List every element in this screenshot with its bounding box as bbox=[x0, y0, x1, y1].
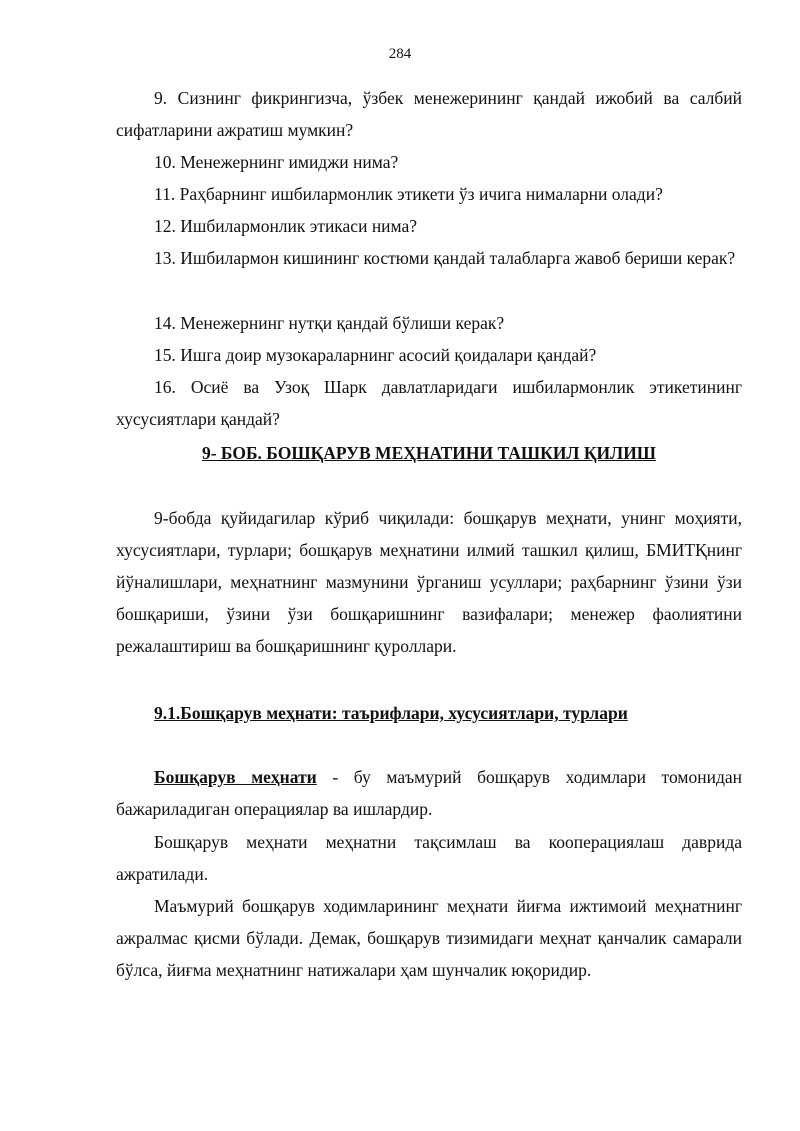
definition-term: Бошқарув меҳнати bbox=[154, 767, 317, 787]
question-12: 12. Ишбилармонлик этикаси нима? bbox=[154, 216, 418, 236]
question-14: 14. Менежернинг нутқи қандай бўлиши керак? bbox=[154, 313, 505, 333]
question-16: 16. Осиё ва Узоқ Шарк давлатларидаги ишбилармонлик этикетининг хусусиятлари қандай? bbox=[116, 377, 742, 429]
definition-text: - бу маъмурий бошқарув ходимлари томонидан бажариладиган операциялар ва ишлардир. bbox=[116, 767, 742, 819]
section-title: 9.1.Бошқарув меҳнати: таърифлари, хусусиятлари, турлари bbox=[154, 703, 628, 723]
question-10: 10. Менежернинг имиджи нима? bbox=[154, 152, 399, 172]
question-9: 9. Сизнинг фикрингизча, ўзбек менежерининг қандай ижобий ва салбий сифатларини ажратиш мумкин? bbox=[116, 88, 742, 140]
chapter-title: 9- БОБ. БОШҚАРУВ МЕҲНАТИНИ ТАШКИЛ ҚИЛИШ bbox=[201, 443, 657, 463]
question-13: 13. Ишбилармон кишининг костюми қандай талабларга жавоб бериши керак? bbox=[154, 248, 736, 268]
paragraph-3: Маъмурий бошқарув ходимларининг меҳнати йиғма ижтимоий меҳнатнинг ажралмас қисми бўлади. Демак, бошқарув тизимидаги меҳнат қанчалик самарали бўлса, йиғма меҳнатнинг натижалари ҳам шунчалик юқоридир. bbox=[116, 896, 742, 980]
chapter-intro: 9-бобда қуйидагилар кўриб чиқилади: бошқарув меҳнати, унинг моҳияти, хусусиятлари, турлари; бошқарув меҳнатини илмий ташкил қилиш, БМИТҚнинг йўналишлари, меҳнатнинг мазмунини ўрганиш усуллари; раҳбарнинг ўзини ўзи бошқариши, ўзини ўзи бошқаришнинг вазифалари; менежер фаолиятини режалаштириш ва бошқаришнинг қуроллари. bbox=[116, 508, 742, 656]
paragraph-2: Бошқарув меҳнати меҳнатни тақсимлаш ва кооперациялаш даврида ажратилади. bbox=[116, 832, 742, 884]
page-number: 284 bbox=[388, 46, 412, 62]
question-11: 11. Раҳбарнинг ишбилармонлик этикети ўз ичига нималарни олади? bbox=[154, 184, 663, 204]
question-15: 15. Ишга доир музокараларнинг асосий қоидалари қандай? bbox=[154, 345, 597, 365]
definition-paragraph bbox=[116, 761, 742, 825]
